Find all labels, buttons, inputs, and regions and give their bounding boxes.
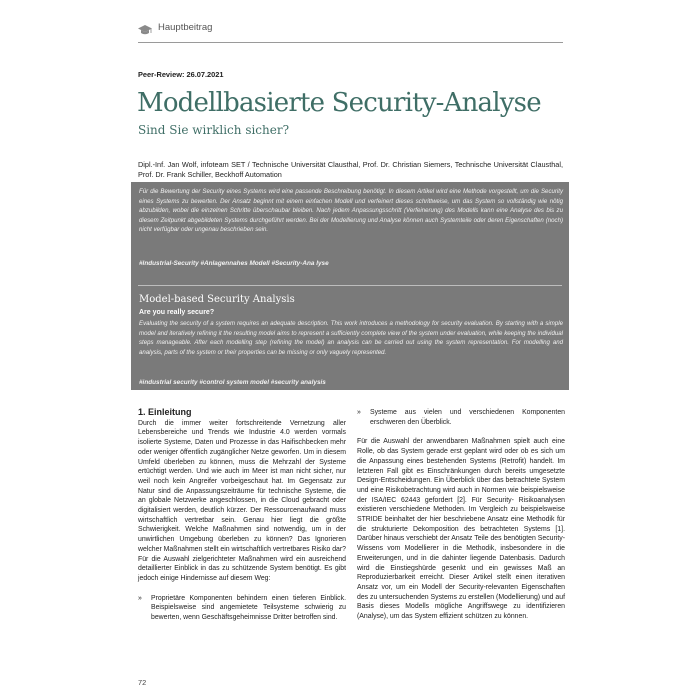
bullet-mark: » xyxy=(138,594,142,602)
article-subtitle: Sind Sie wirklich sicher? xyxy=(138,123,290,137)
bullet-item xyxy=(357,408,565,427)
body-paragraph: Für die Auswahl der anwendbaren Maßnahmen spielt auch eine Rolle, ob das System gerade erst geplant wird oder ob es sich um die Anpassung eines bestehenden Systems (Retrofit) handelt. Im letzteren Fall gibt es Einschränkungen durch bereits umgesetzte Design-Entscheidungen. Ein Überblick über das betrachtete System und eine Risikobetrachtung wird auch in Normen wie beispielsweise der ISA/IEC 62443 gefordert [2]. Für Security- Risikoanalysen existieren verschiedene Methoden. Im Vergleich zu beispielsweise STRIDE beinhaltet der hier beschriebene Ansatz eine Methodik für die strukturierte Dekomposition des betrachteten Systems [1]. Darüber hinaus verschiebt der Ansatz Teile des benötigten Security-Wissens vom Modellierer in die Methodik, insbesondere in die Erweiterungen, und in die dahinter liegende Datenbasis. Dadurch wird die Einstiegshürde gesenkt und ein gewisses Maß an Reproduzierbarkeit erreicht. Dieser Artikel stellt einen iterativen Ansatz vor, um ein Modell der Security-relevanten Eigenschaften des zu untersuchenden Systems zu erstellen (Modellierung) und auf Basis dieses Modells mögliche Angriffswege zu identifizieren (Analyse), um das System effizient schützen zu können. xyxy=(357,438,565,621)
bullet-item xyxy=(138,594,346,623)
body-paragraph: Durch die immer weiter fortschreitende Vernetzung aller Lebensbereiche und Trends wie Industrie 4.0 werden vormals isolierte Systeme, Daten und Prozesse in das Haifischbecken mehr oder weniger öffentlich zugänglicher Netze geworfen. Um in diesem Umfeld überleben zu können, muss die Mehrzahl der Systeme ertüchtigt werden. Und wie auch im Meer ist man nicht sicher, nur weil noch kein Angreifer vorbeigeschaut hat. Im Gegensatz zur Natur sind die Anpassungszeiträume für technische Systeme, die an globale Netzwerke angeschlossen, in die Cloud gebracht oder digitalisiert werden, deutlich kürzer. Der Ressourcenaufwand muss wirtschaftlich vertretbar sein. Genau hier liegt die größte Schwierigkeit. Welche Maßnahmen sind notwendig, um in der unwirtlichen Umgebung überleben zu können? Das Ignorieren welcher Maßnahmen stellt ein wirtschaftlich vertretbares Risiko dar? Für die Auswahl zielgerichteter Maßnahmen wird ein ausreichend detaillierter Einblick in das zu schützende System benötigt. Es gibt jedoch einige Hindernisse auf diesem Weg: xyxy=(138,419,346,582)
keywords-english: #industrial security #control system model #security analysis xyxy=(139,379,326,386)
abstract-english: Evaluating the security of a system requires an adequate description. This work introduces a methodology for security evaluation. By starting with a simple model and iteratively refining it the resulting model aims to represent a sufficiently complete view of the system under evaluation, while keeping the individual steps manageable. After each modelling step (refining the model) an analysis can be carried out using the system representation. For modelling and analysis, parts of the system or their properties can be missing or only vaguely represented. xyxy=(139,320,563,357)
bullet-mark: » xyxy=(357,409,361,416)
english-title: Model-based Security Analysis xyxy=(139,294,295,305)
section-header xyxy=(138,20,563,42)
peer-review-date: Peer-Review: 26.07.2021 xyxy=(138,70,224,79)
keywords-german: #Industrial-Security #Anlagennahes Modell #Security-Ana lyse xyxy=(139,260,329,267)
abstract-box xyxy=(131,182,569,390)
section-label: Hauptbeitrag xyxy=(158,22,213,33)
author-list: Dipl.-Inf. Jan Wolf, infoteam SET / Technische Universität Clausthal, Prof. Dr. Christian Siemers, Technische Universität Clausthal, Prof. Dr. Frank Schiller, Beckhoff Automation xyxy=(138,160,563,179)
section-heading: 1. Einleitung xyxy=(138,407,192,417)
abstract-german: Für die Bewertung der Security eines Systems wird eine passende Beschreibung benötigt. In diesem Artikel wird eine Methode vorgestellt, um die Security eines Systems zu bewerten. Der Ansatz beginnt mit einem einfachen Modell und verfeinert dieses schrittweise, um das System so vollständig wie nötig abzubilden, wobei die einzelnen Schritte überschaubar bleiben. Nach jedem Anpassungsschritt (Verfeinerung) des Modells kann eine Analyse des bis zu diesem Zeitpunkt abgebildeten Systems durchgeführt werden. Bei der Modellierung und Analyse können auch Systemteile oder deren Eigenschaften (noch) nicht verfügbar oder ungenau beschrieben sein. xyxy=(139,188,563,233)
article-title: Modellbasierte Security-Analyse xyxy=(137,88,541,118)
body-column-right xyxy=(357,408,565,622)
abstract-divider xyxy=(138,285,562,286)
bullet-text: Proprietäre Komponenten behindern einen tieferen Einblick. Beispielsweise sind angemietete Teilsysteme schwierig zu bewerten, wenn Geschäftsgeheimnisse Dritter betroffen sind. xyxy=(151,594,346,622)
english-subtitle: Are you really secure? xyxy=(139,309,215,316)
body-column-left xyxy=(138,408,346,623)
graduation-cap-icon xyxy=(138,23,152,35)
bullet-text: Systeme aus vielen und verschiedenen Komponenten erschweren den Überblick. xyxy=(370,409,565,426)
header-rule xyxy=(138,42,563,43)
page-number: 72 xyxy=(138,678,147,687)
